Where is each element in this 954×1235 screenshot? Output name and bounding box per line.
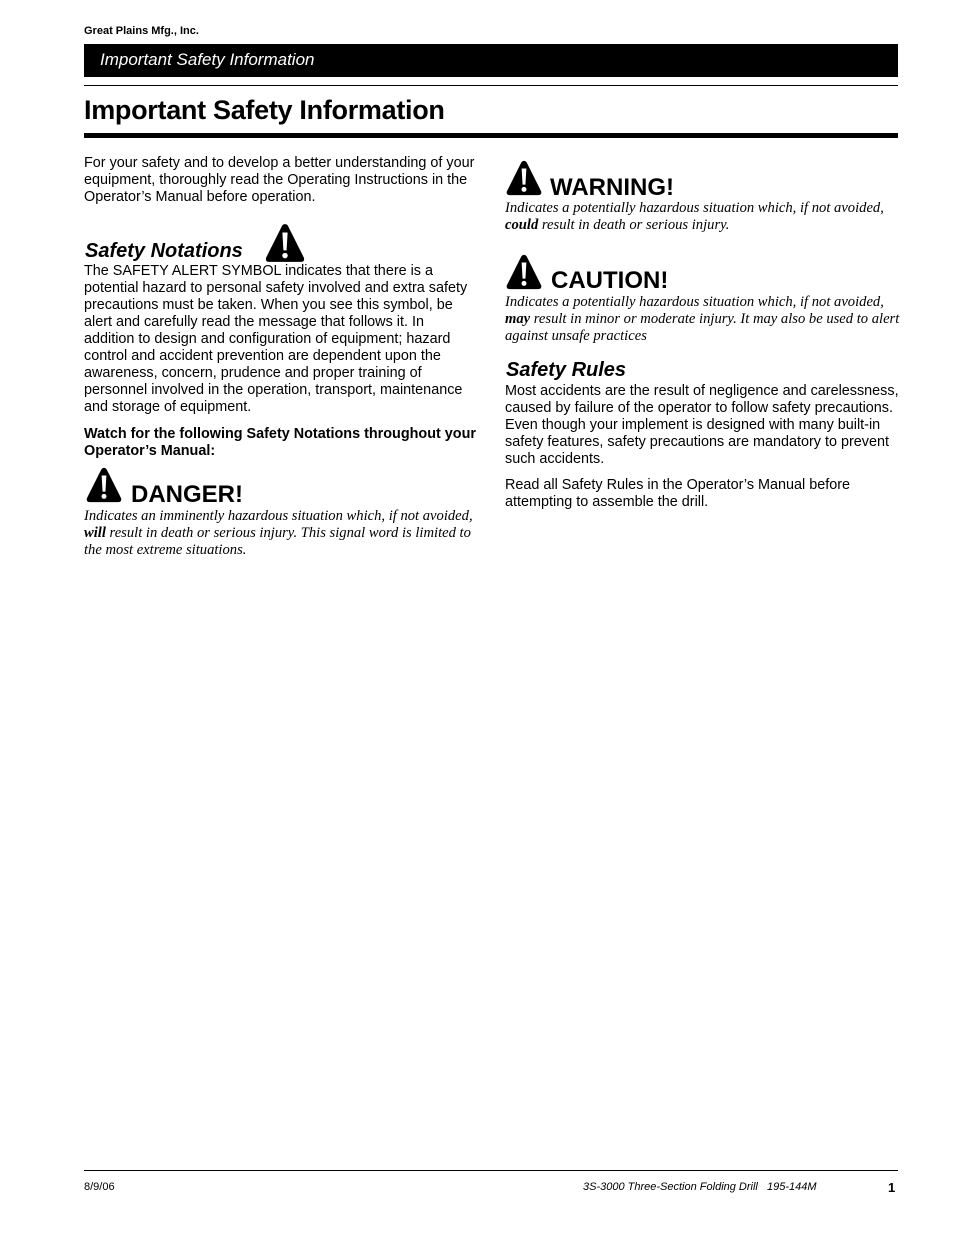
intro-paragraph: For your safety and to develop a better understanding of your equipment, thoroughly read the Operating Instructions in the Operator’s Manual before operation. (84, 155, 475, 205)
safety-notations-body: The SAFETY ALERT SYMBOL indicates that there is a potential hazard to personal safety involved and extra safety precautions must be taken. When you see this symbol, be alert and carefully read the message that follows it. In addition to design and configuration of equipment; hazard control and accident prevention are dependent upon the awareness, concern, prudence and proper training of personnel involved in the operation, transport, maintenance and storage of equipment. (84, 263, 468, 415)
safety-rules-heading: Safety Rules (506, 359, 627, 381)
warning-description: Indicates a potentially hazardous situation which, if not avoided, could result in death or serious injury. (505, 200, 884, 233)
caution-signal-word: CAUTION! (551, 267, 669, 294)
warning-alert-icon (505, 159, 543, 197)
title-divider (84, 133, 898, 138)
page-number: 1 (888, 1180, 896, 1195)
danger-description: Indicates an imminently hazardous situation which, if not avoided, will result in death or serious injury. This signal word is limited to the most extreme situations. (84, 508, 473, 558)
safety-alert-icon (264, 222, 306, 264)
danger-alert-icon (85, 466, 123, 504)
company-name: Great Plains Mfg., Inc. (84, 25, 199, 37)
caution-description: Indicates a potentially hazardous situation which, if not avoided, may result in minor or moderate injury. It may also be used to alert against unsafe practices (505, 294, 900, 344)
section-header-bar (84, 44, 898, 77)
footer-date: 8/9/06 (84, 1181, 115, 1193)
caution-alert-icon (505, 253, 543, 291)
safety-notations-heading: Safety Notations (85, 240, 243, 262)
warning-signal-word: WARNING! (550, 174, 674, 201)
danger-signal-word: DANGER! (131, 481, 243, 508)
page-title: Important Safety Information (84, 95, 445, 125)
safety-notations-watch: Watch for the following Safety Notations throughout your Operator’s Manual: (84, 426, 476, 459)
footer-divider (84, 1170, 898, 1171)
header-divider (84, 85, 898, 86)
section-header-label: Important Safety Information (100, 50, 315, 69)
safety-rules-paragraph-2: Read all Safety Rules in the Operator’s Manual before attempting to assemble the drill. (505, 477, 851, 510)
safety-rules-paragraph-1: Most accidents are the result of negligence and carelessness, caused by failure of the operator to follow safety precautions. Even though your implement is designed with many built-in safety features, safety precautions are mandatory to prevent such accidents. (505, 383, 899, 467)
footer-document-title: 3S-3000 Three-Section Folding Drill 195-144M (583, 1181, 817, 1193)
